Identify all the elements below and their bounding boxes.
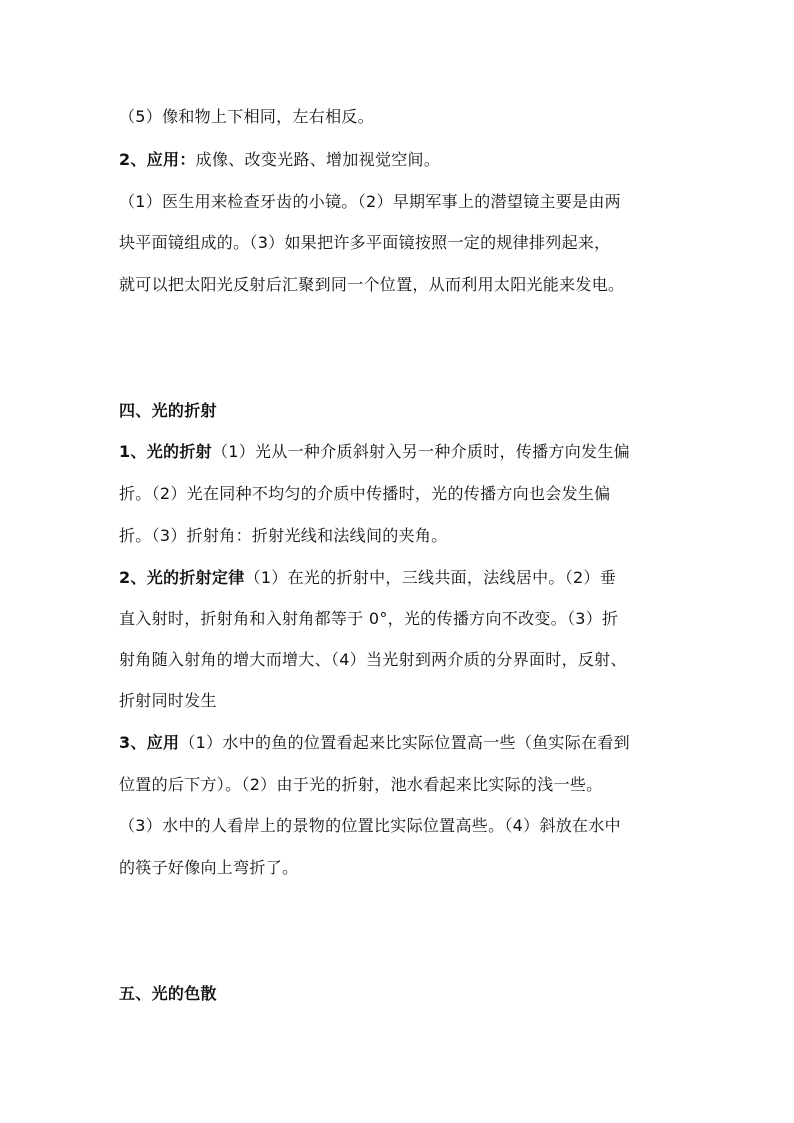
text-line: （5）像和物上下相同，左右相反。 xyxy=(119,107,374,126)
text-line: 折射同时发生 xyxy=(119,691,217,710)
reflection-application-line xyxy=(119,149,689,171)
text-line: 折。（2）光在同种不均匀的介质中传播时，光的传播方向也会发生偏 xyxy=(119,484,611,503)
section-heading-dispersion: 五、光的色散 xyxy=(119,984,217,1003)
text-line: 直入射时，折射角和入射角都等于 0°，光的传播方向不改变。（3）折 xyxy=(119,609,619,628)
refraction-item-1-label: 1、光的折射 xyxy=(119,442,212,461)
refraction-item-1 xyxy=(119,441,689,463)
text-line: 的筷子好像向上弯折了。 xyxy=(119,858,299,877)
text-line: 折。（3）折射角：折射光线和法线间的夹角。 xyxy=(119,526,448,545)
refraction-item-2 xyxy=(119,567,689,589)
refraction-item-2-label: 2、光的折射定律 xyxy=(119,568,245,587)
refraction-item-2-text: （1）在光的折射中，三线共面，法线居中。（2）垂 xyxy=(244,568,617,587)
refraction-item-3 xyxy=(119,732,689,754)
section-heading-refraction: 四、光的折射 xyxy=(119,401,217,420)
text-line: 就可以把太阳光反射后汇聚到同一个位置，从而利用太阳光能来发电。 xyxy=(119,275,625,294)
reflection-application-text: 成像、改变光路、增加视觉空间。 xyxy=(195,150,441,169)
refraction-item-3-label: 3、应用 xyxy=(119,733,180,752)
text-line: 位置的后下方）。（2）由于光的折射，池水看起来比实际的浅一些。 xyxy=(119,775,603,794)
reflection-application-label: 2、应用： xyxy=(119,150,196,169)
refraction-item-3-text: （1）水中的鱼的位置看起来比实际位置高一些（鱼实际在看到 xyxy=(179,733,630,752)
text-line: 块平面镜组成的。（3）如果把许多平面镜按照一定的规律排列起来， xyxy=(119,233,611,252)
refraction-item-1-text: （1）光从一种介质斜射入另一种介质时，传播方向发生偏 xyxy=(211,442,630,461)
text-line: （1）医生用来检查牙齿的小镜。（2）早期军事上的潜望镜主要是由两 xyxy=(119,192,621,211)
text-line: （3）水中的人看岸上的景物的位置比实际位置高些。（4）斜放在水中 xyxy=(119,816,621,835)
text-line: 射角随入射角的增大而增大、（4）当光射到两介质的分界面时，反射、 xyxy=(119,650,627,669)
